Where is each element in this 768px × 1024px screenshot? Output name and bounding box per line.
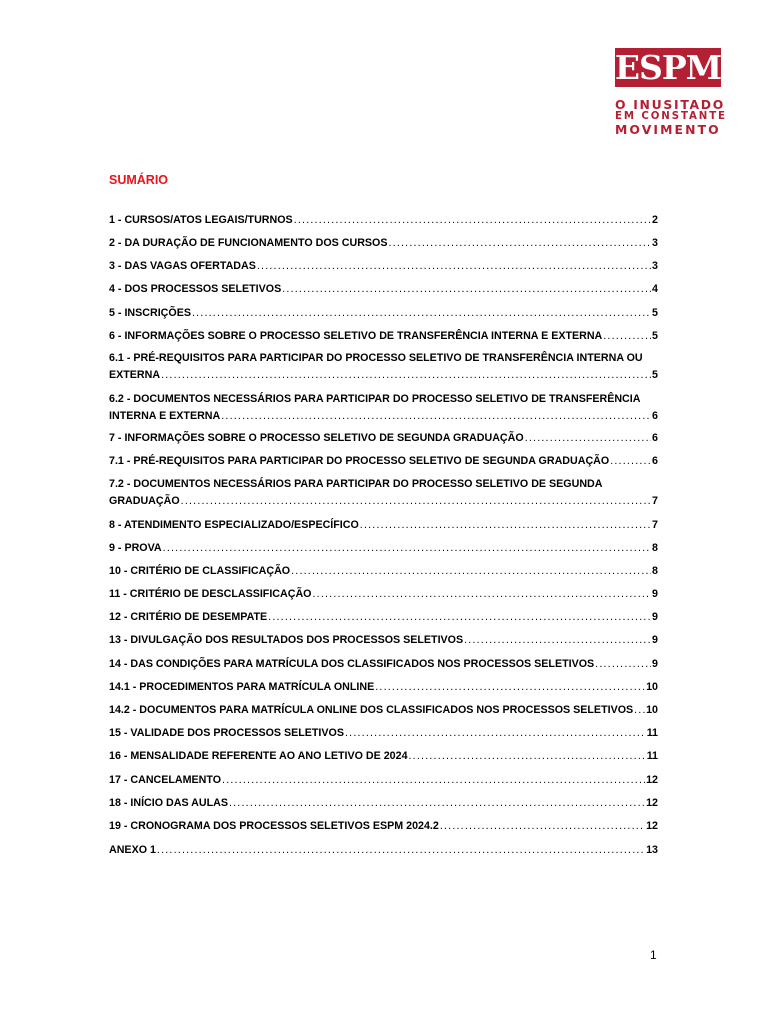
toc-entry-title: 7.1 - PRÉ-REQUISITOS PARA PARTICIPAR DO PROCESSO SELETIVO DE SEGUNDA GRADUAÇÃO bbox=[109, 455, 610, 467]
toc-entry-page: 12 bbox=[646, 820, 658, 832]
toc-entry[interactable] bbox=[109, 679, 658, 695]
toc-entry-title: 1 - CURSOS/ATOS LEGAIS/TURNOS bbox=[109, 214, 293, 226]
dot-leader bbox=[464, 632, 651, 648]
toc-entry[interactable] bbox=[109, 517, 658, 533]
toc-entry-row bbox=[109, 632, 658, 648]
toc-entry-title: 10 - CRITÉRIO DE CLASSIFICAÇÃO bbox=[109, 565, 291, 577]
toc-entry-title: 3 - DAS VAGAS OFERTADAS bbox=[109, 260, 256, 272]
toc-entry-row bbox=[109, 453, 658, 469]
dot-leader bbox=[634, 702, 645, 718]
toc-entry-title: 7 - INFORMAÇÕES SOBRE O PROCESSO SELETIVO DE SEGUNDA GRADUAÇÃO bbox=[109, 432, 524, 444]
toc-entry-page: 2 bbox=[652, 214, 658, 226]
toc-entry-page: 6 bbox=[652, 432, 658, 444]
toc-heading: SUMÁRIO bbox=[109, 173, 169, 187]
toc-entry-page: 8 bbox=[652, 542, 658, 554]
dot-leader bbox=[181, 493, 651, 509]
toc-entry-page: 9 bbox=[652, 658, 658, 670]
toc-entry[interactable] bbox=[109, 725, 658, 741]
toc-entry[interactable] bbox=[109, 476, 658, 509]
toc-entry[interactable] bbox=[109, 702, 658, 718]
toc-entry[interactable] bbox=[109, 328, 658, 344]
toc-entry-title: 8 - ATENDIMENTO ESPECIALIZADO/ESPECÍFICO bbox=[109, 519, 359, 531]
toc-entry-title: INTERNA E EXTERNA bbox=[109, 410, 221, 422]
toc-entry-title: 11 - CRITÉRIO DE DESCLASSIFICAÇÃO bbox=[109, 588, 312, 600]
toc-entry-row bbox=[109, 586, 658, 602]
toc-entry-row bbox=[109, 281, 658, 297]
toc-entry[interactable] bbox=[109, 453, 658, 469]
toc-entry[interactable] bbox=[109, 391, 658, 424]
dot-leader bbox=[161, 367, 651, 383]
toc-entry-page: 5 bbox=[652, 369, 658, 381]
toc-entry-row bbox=[109, 493, 658, 509]
toc-entry-title: 16 - MENSALIDADE REFERENTE AO ANO LETIVO DE 2024 bbox=[109, 750, 408, 762]
toc-entry-page: 5 bbox=[652, 330, 658, 342]
toc-entry[interactable] bbox=[109, 842, 658, 858]
toc-entry-title: 5 - INSCRIÇÕES bbox=[109, 307, 191, 319]
toc-entry-row bbox=[109, 305, 658, 321]
toc-entry[interactable] bbox=[109, 586, 658, 602]
dot-leader bbox=[595, 656, 651, 672]
page-number: 1 bbox=[650, 948, 657, 962]
toc-entry-title: 19 - CRONOGRAMA DOS PROCESSOS SELETIVOS ESPM 2024.2 bbox=[109, 820, 439, 832]
toc-entry-title: 13 - DIVULGAÇÃO DOS RESULTADOS DOS PROCESSOS SELETIVOS bbox=[109, 634, 464, 646]
toc-entry[interactable] bbox=[109, 609, 658, 625]
toc-entry-title: 14.1 - PROCEDIMENTOS PARA MATRÍCULA ONLINE bbox=[109, 681, 375, 693]
toc-entry-page: 10 bbox=[646, 681, 658, 693]
toc-entry-page: 11 bbox=[646, 750, 658, 762]
dot-leader bbox=[603, 328, 651, 344]
toc-entry-title: 15 - VALIDADE DOS PROCESSOS SELETIVOS bbox=[109, 727, 344, 739]
dot-leader bbox=[291, 563, 651, 579]
toc-entry-row bbox=[109, 656, 658, 672]
toc-entry-title: 12 - CRITÉRIO DE DESEMPATE bbox=[109, 611, 268, 623]
toc-entry-page: 7 bbox=[652, 495, 658, 507]
toc-entry[interactable] bbox=[109, 563, 658, 579]
toc-entry-title: 4 - DOS PROCESSOS SELETIVOS bbox=[109, 283, 282, 295]
toc-entry-title: EXTERNA bbox=[109, 369, 161, 381]
toc-entry[interactable] bbox=[109, 656, 658, 672]
dot-leader bbox=[610, 453, 651, 469]
toc-entry-title-line1: 7.2 - DOCUMENTOS NECESSÁRIOS PARA PARTICIPAR DO PROCESSO SELETIVO DE SEGUNDA bbox=[109, 478, 603, 490]
toc-entry-row bbox=[109, 367, 658, 383]
toc-entry[interactable] bbox=[109, 430, 658, 446]
dot-leader bbox=[222, 772, 645, 788]
logo-wordmark: ESPM bbox=[614, 48, 722, 87]
toc-entry-row bbox=[109, 430, 658, 446]
dot-leader bbox=[345, 725, 646, 741]
toc-entry[interactable] bbox=[109, 235, 658, 251]
toc-entry-page: 13 bbox=[646, 844, 658, 856]
toc-entry-title: 6 - INFORMAÇÕES SOBRE O PROCESSO SELETIVO DE TRANSFERÊNCIA INTERNA E EXTERNA bbox=[109, 330, 603, 342]
toc-entry-title: 2 - DA DURAÇÃO DE FUNCIONAMENTO DOS CURSOS bbox=[109, 237, 388, 249]
toc-entry-row bbox=[109, 235, 658, 251]
toc-entry[interactable] bbox=[109, 281, 658, 297]
toc-entry[interactable] bbox=[109, 818, 658, 834]
dot-leader bbox=[268, 609, 651, 625]
dot-leader bbox=[229, 795, 645, 811]
toc-entry-row bbox=[109, 748, 658, 764]
toc-entry-row bbox=[109, 702, 658, 718]
dot-leader bbox=[257, 258, 651, 274]
dot-leader bbox=[360, 517, 651, 533]
logo-tagline bbox=[615, 97, 727, 137]
toc-entry-title: 18 - INÍCIO DAS AULAS bbox=[109, 797, 228, 809]
dot-leader bbox=[157, 842, 645, 858]
toc-entry-row bbox=[109, 408, 658, 424]
toc-entry[interactable] bbox=[109, 795, 658, 811]
tagline-line-1: O INUSITADO bbox=[615, 97, 726, 112]
toc-entry-title: GRADUAÇÃO bbox=[109, 495, 180, 507]
dot-leader bbox=[163, 540, 651, 556]
toc-entry-page: 6 bbox=[652, 410, 658, 422]
toc-entry-title: 14.2 - DOCUMENTOS PARA MATRÍCULA ONLINE DOS CLASSIFICADOS NOS PROCESSOS SELETIVOS bbox=[109, 704, 634, 716]
toc-entry-page: 5 bbox=[652, 307, 658, 319]
toc-entry[interactable] bbox=[109, 305, 658, 321]
toc-entry[interactable] bbox=[109, 632, 658, 648]
toc-entry-page: 12 bbox=[646, 774, 658, 786]
toc-entry-row bbox=[109, 258, 658, 274]
dot-leader bbox=[409, 748, 646, 764]
toc-entry-title-line1: 6.1 - PRÉ-REQUISITOS PARA PARTICIPAR DO PROCESSO SELETIVO DE TRANSFERÊNCIA INTERNA OU bbox=[109, 352, 643, 364]
toc-entry[interactable] bbox=[109, 212, 658, 228]
toc-entry-page: 6 bbox=[652, 455, 658, 467]
toc-entry-page: 4 bbox=[652, 283, 658, 295]
toc-entry[interactable] bbox=[109, 350, 658, 383]
toc-entry-row bbox=[109, 609, 658, 625]
dot-leader bbox=[313, 586, 652, 602]
toc-entry-row bbox=[109, 725, 658, 741]
toc-entry-title: 9 - PROVA bbox=[109, 542, 162, 554]
toc-entry-row bbox=[109, 540, 658, 556]
toc-entry-row bbox=[109, 772, 658, 788]
dot-leader bbox=[525, 430, 651, 446]
toc-entry-title: 14 - DAS CONDIÇÕES PARA MATRÍCULA DOS CLASSIFICADOS NOS PROCESSOS SELETIVOS bbox=[109, 658, 595, 670]
toc-entry-row bbox=[109, 212, 658, 228]
toc-entry[interactable] bbox=[109, 258, 658, 274]
dot-leader bbox=[375, 679, 645, 695]
dot-leader bbox=[192, 305, 651, 321]
dot-leader bbox=[440, 818, 645, 834]
toc-entry[interactable] bbox=[109, 748, 658, 764]
toc-entry-title: 17 - CANCELAMENTO bbox=[109, 774, 222, 786]
toc-entry-page: 9 bbox=[652, 588, 658, 600]
toc-entry-page: 3 bbox=[652, 260, 658, 272]
toc-entry-page: 3 bbox=[652, 237, 658, 249]
toc-entry-page: 12 bbox=[646, 797, 658, 809]
toc-entry-page: 7 bbox=[652, 519, 658, 531]
toc-entry-row bbox=[109, 842, 658, 858]
toc-entry[interactable] bbox=[109, 540, 658, 556]
tagline-line-3: MOVIMENTO bbox=[615, 121, 721, 137]
espm-logo bbox=[614, 48, 727, 137]
toc-entry-row bbox=[109, 517, 658, 533]
toc-entry-title-line1: 6.2 - DOCUMENTOS NECESSÁRIOS PARA PARTICIPAR DO PROCESSO SELETIVO DE TRANSFERÊNCIA bbox=[109, 393, 641, 405]
toc-entry-page: 11 bbox=[646, 727, 658, 739]
toc-entry-row bbox=[109, 679, 658, 695]
toc-entry-row bbox=[109, 563, 658, 579]
toc-entry-title: ANEXO 1 bbox=[109, 844, 156, 856]
toc-entry-page: 10 bbox=[646, 704, 658, 716]
toc-entry-page: 9 bbox=[652, 634, 658, 646]
toc-entry-row bbox=[109, 818, 658, 834]
toc-entry-row bbox=[109, 795, 658, 811]
dot-leader bbox=[282, 281, 651, 297]
dot-leader bbox=[221, 408, 651, 424]
dot-leader bbox=[388, 235, 651, 251]
toc-entry-page: 8 bbox=[652, 565, 658, 577]
toc-entry-page: 9 bbox=[652, 611, 658, 623]
toc-entry[interactable] bbox=[109, 772, 658, 788]
tagline-line-2: EM CONSTANTE bbox=[615, 111, 727, 123]
dot-leader bbox=[294, 212, 651, 228]
toc-entry-row bbox=[109, 328, 658, 344]
